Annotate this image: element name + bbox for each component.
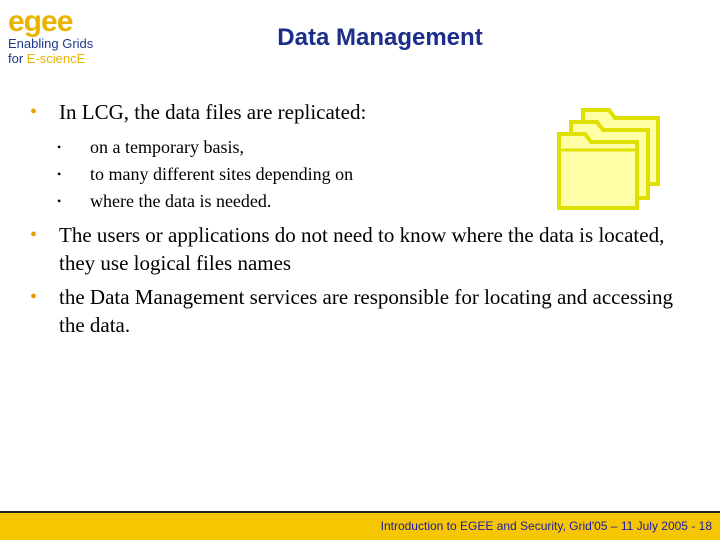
bullet-marker: • [30, 224, 38, 246]
sub-bullet-1-text: on a temporary basis, [90, 137, 244, 157]
logo-line-2-prefix: for [8, 51, 27, 66]
sub-bullet-2-text: to many different sites depending on [90, 164, 354, 184]
footer-text: Introduction to EGEE and Security, Grid'05 – 11 July 2005 - 18 [380, 519, 712, 533]
folder-front-icon [559, 134, 637, 208]
logo-line-2-accent: E-sciencE [26, 51, 86, 66]
bullet-3-text: the Data Management services are responsible for locating and accessing the data. [59, 285, 674, 337]
folder-stack-icon [555, 108, 665, 212]
sub-bullet-marker: • [57, 140, 62, 154]
slide-footer [0, 511, 720, 540]
bullet-3 [30, 283, 700, 339]
bullet-2-text: The users or applications do not need to know where the data is located, they use logical files names [59, 223, 665, 275]
sub-bullet-marker: • [57, 194, 62, 208]
sub-bullet-3-text: where the data is needed. [90, 191, 272, 211]
sub-bullet-marker: • [57, 167, 62, 181]
logo-mark: egee [8, 5, 73, 38]
bullet-marker: • [30, 286, 38, 308]
bullet-marker: • [30, 101, 38, 123]
slide-title: Data Management [277, 24, 483, 51]
logo-line-1: Enabling Grids [8, 36, 94, 51]
bullet-2 [30, 221, 700, 277]
bullet-1-text: In LCG, the data files are replicated: [59, 100, 367, 124]
egee-logo [8, 5, 133, 70]
logo-line-2 [8, 51, 133, 66]
